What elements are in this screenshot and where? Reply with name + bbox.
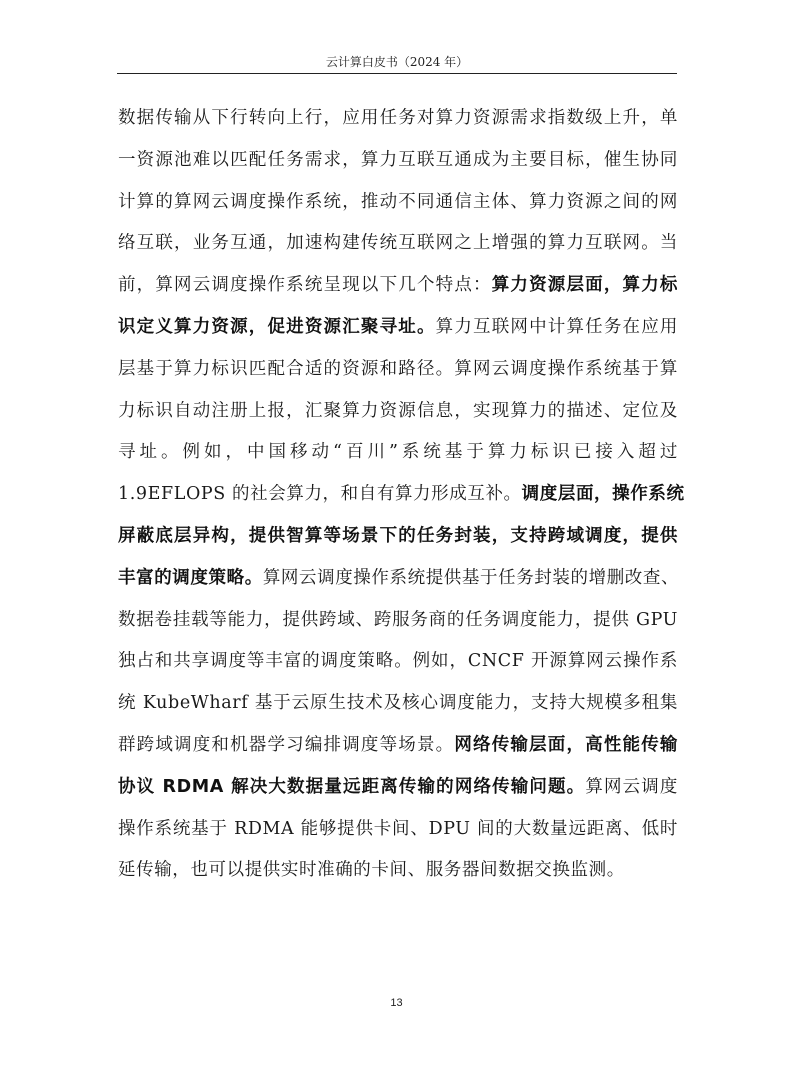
bold-text-span: 屏蔽底层异构，提供智算等场景下的任务封装，支持跨域调度，提供 <box>118 525 678 546</box>
text-span: 前，算网云调度操作系统呈现以下几个特点： <box>118 275 492 296</box>
bold-text-span: 丰富的调度策略。 <box>118 567 263 588</box>
text-span: 数据卷挂载等能力，提供跨域、跨服务商的任务调度能力，提供 GPU <box>118 609 678 630</box>
body-paragraph <box>118 100 685 894</box>
bold-text-span: 算力资源层面，算力标 <box>491 275 679 296</box>
bold-text-span: 网络传输层面，高性能传输 <box>454 734 678 755</box>
text-line <box>118 643 678 685</box>
text-span: 算力互联网中计算任务在应用 <box>435 316 678 337</box>
text-line <box>118 100 678 142</box>
text-line <box>118 267 678 309</box>
text-line <box>118 685 678 727</box>
text-line <box>118 434 678 476</box>
text-line <box>118 225 678 267</box>
text-line <box>118 351 678 393</box>
text-span: 独占和共享调度等丰富的调度策略。例如，CNCF 开源算网云操作系 <box>118 651 678 672</box>
text-line <box>118 727 678 769</box>
text-span: 一资源池难以匹配任务需求，算力互联互通成为主要目标，催生协同 <box>118 149 678 170</box>
text-span: 操作系统基于 RDMA 能够提供卡间、DPU 间的大数量远距离、低时 <box>118 818 678 839</box>
text-span: 算网云调度 <box>585 776 678 797</box>
running-header: 云计算白皮书（2024 年） <box>325 55 469 69</box>
text-span: 计算的算网云调度操作系统，推动不同通信主体、算力资源之间的网 <box>118 191 678 212</box>
text-span: 延传输，也可以提供实时准确的卡间、服务器间数据交换监测。 <box>118 860 625 881</box>
text-line <box>118 769 678 811</box>
text-span: 力标识自动注册上报，汇聚算力资源信息，实现算力的描述、定位及 <box>118 400 678 421</box>
text-line <box>118 852 678 894</box>
text-line <box>118 184 678 226</box>
text-line <box>118 142 678 184</box>
text-span: 层基于算力标识匹配合适的资源和路径。算网云调度操作系统基于算 <box>118 358 678 379</box>
text-line <box>118 309 678 351</box>
bold-text-span: 调度层面，操作系统 <box>521 484 685 505</box>
text-line <box>118 560 678 602</box>
page-number: 13 <box>390 997 403 1009</box>
text-span: 络互联，业务互通，加速构建传统互联网之上增强的算力互联网。当 <box>118 233 678 254</box>
text-span: 算网云调度操作系统提供基于任务封装的增删改查、 <box>262 567 680 588</box>
text-line <box>118 518 678 560</box>
header-divider <box>117 73 677 74</box>
bold-text-span: 识定义算力资源，促进资源汇聚寻址。 <box>118 316 436 337</box>
text-span: 群跨域调度和机器学习编排调度等场景。 <box>118 734 455 755</box>
text-span: 数据传输从下行转向上行，应用任务对算力资源需求指数级上升，单 <box>118 108 678 128</box>
text-line <box>118 811 678 853</box>
bold-text-span: 协议 RDMA 解决大数据量远距离传输的网络传输问题。 <box>118 776 586 797</box>
text-span: 统 KubeWharf 基于云原生技术及核心调度能力，支持大规模多租集 <box>118 693 678 714</box>
text-span: 寻址。例如，中国移动“百川”系统基于算力标识已接入超过 <box>118 442 678 463</box>
text-span: 1.9EFLOPS 的社会算力，和自有算力形成互补。 <box>118 484 522 505</box>
text-line <box>118 476 685 518</box>
text-line <box>118 602 678 644</box>
text-line <box>118 393 678 435</box>
